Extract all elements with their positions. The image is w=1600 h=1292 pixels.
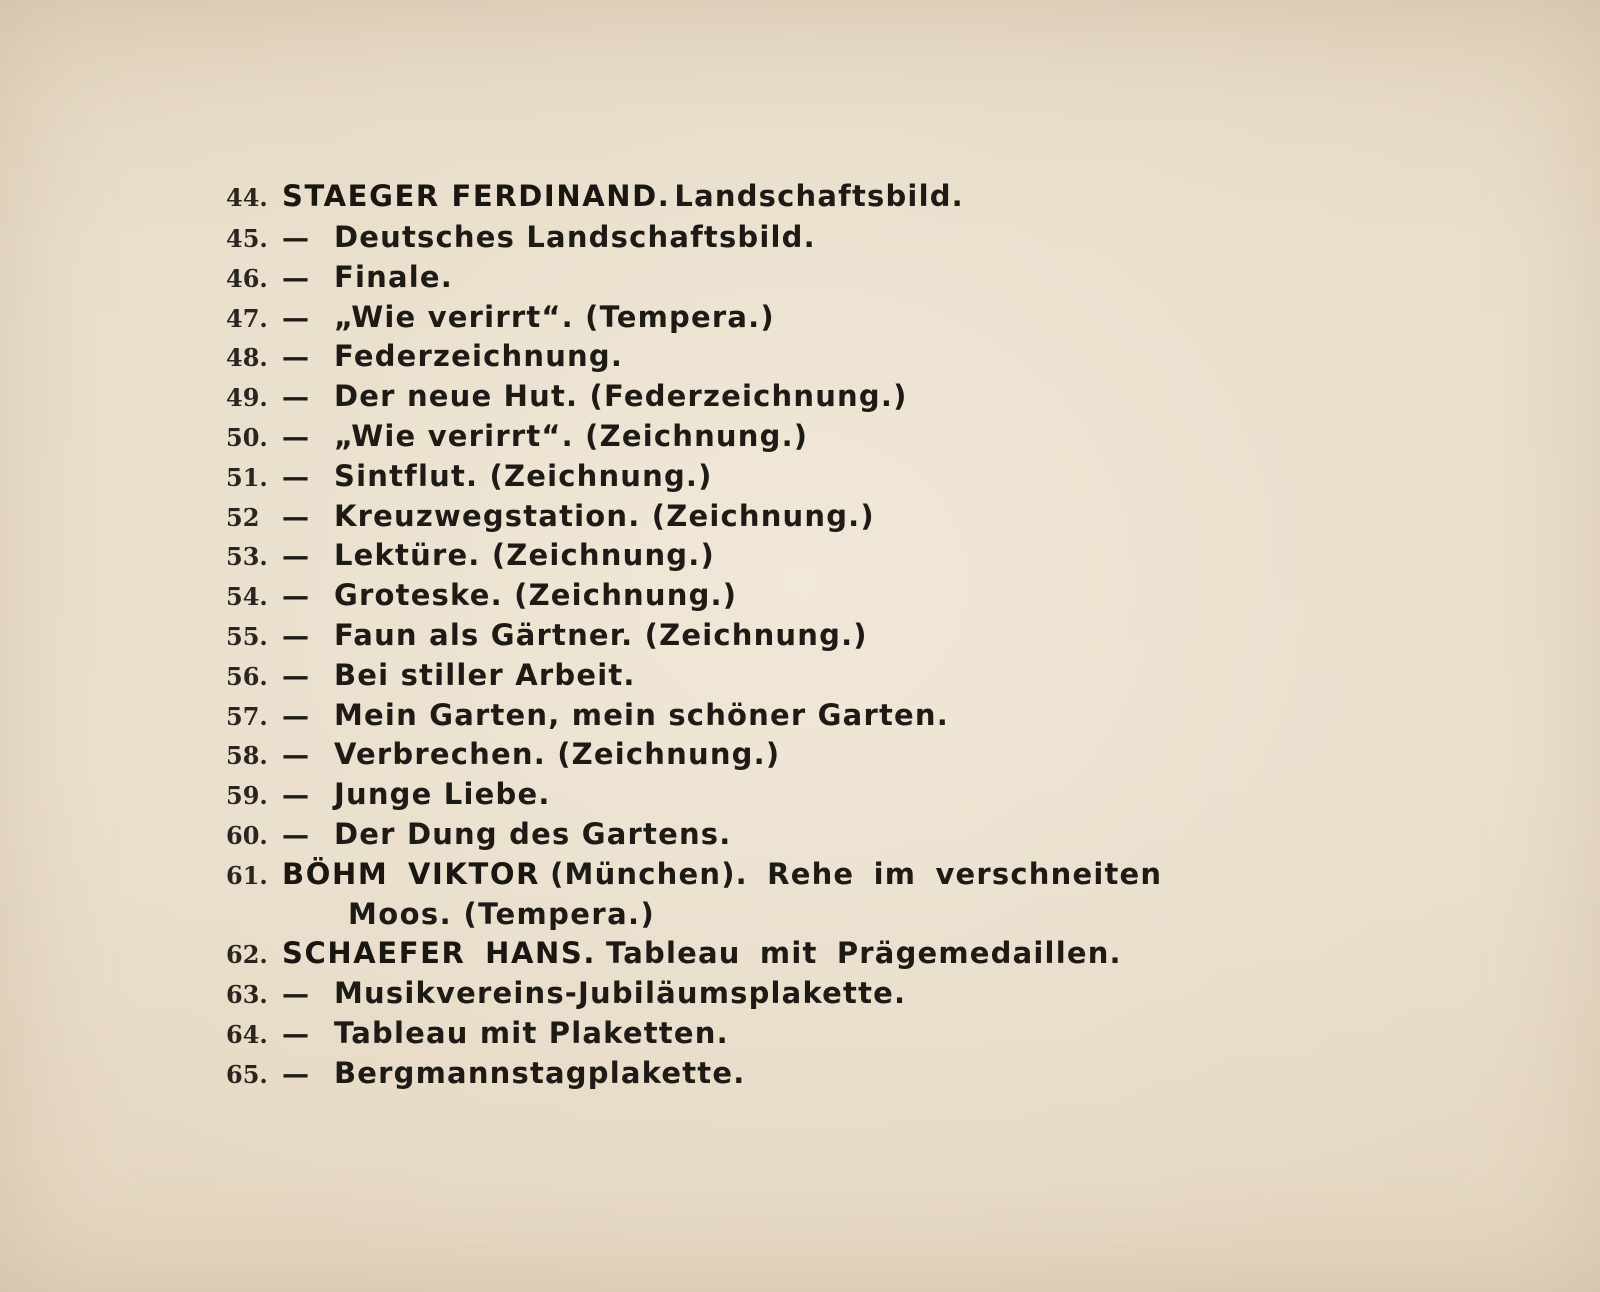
ditto-dash: — xyxy=(282,620,309,652)
catalog-entry-56 xyxy=(226,656,1386,696)
catalog-entry-51 xyxy=(226,457,1386,497)
catalog-entry-65 xyxy=(226,1054,1386,1094)
ditto-dash: — xyxy=(282,342,309,374)
entry-title: Deutsches Landschaftsbild. xyxy=(334,220,816,254)
entry-title: Tableau mit Plaketten. xyxy=(334,1015,729,1050)
entry-number: 57. xyxy=(226,701,268,731)
ditto-dash: — xyxy=(282,1058,309,1090)
entry-title: Mein Garten, mein schöner Garten. xyxy=(334,697,949,732)
entry-title: „Wie verirrt“. (Tempera.) xyxy=(334,299,775,334)
entry-title: Der Dung des Gartens. xyxy=(334,816,732,851)
entry-title: Verbrechen. (Zeichnung.) xyxy=(334,737,781,772)
ditto-dash: — xyxy=(282,740,309,772)
ditto-dash: — xyxy=(282,262,309,294)
entry-title: Musikvereins-Jubiläumsplakette. xyxy=(334,976,907,1011)
entry-number: 58. xyxy=(226,741,268,771)
entry-title: Bergmannstagplakette. xyxy=(334,1055,746,1090)
entry-title: (München). Rehe im verschneiten xyxy=(550,856,1163,891)
catalog-entry-45 xyxy=(226,218,1386,258)
entry-title: Faun als Gärtner. (Zeichnung.) xyxy=(334,617,868,652)
ditto-dash: — xyxy=(282,223,309,254)
entry-title: Finale. xyxy=(334,259,453,294)
catalog-list xyxy=(226,174,1386,1094)
entry-number: 44. xyxy=(226,183,268,212)
entry-number: 65. xyxy=(226,1059,268,1089)
catalog-entry-63 xyxy=(226,974,1386,1014)
ditto-dash: — xyxy=(282,979,309,1011)
entry-number: 46. xyxy=(226,263,268,293)
ditto-dash: — xyxy=(282,819,309,851)
entry-title-continuation: Moos. (Tempera.) xyxy=(348,896,656,931)
catalog-entry-61 xyxy=(226,855,1386,895)
artist-name: BÖHM VIKTOR xyxy=(282,856,541,891)
catalog-entry-59 xyxy=(226,775,1386,815)
catalog-entry-58 xyxy=(226,735,1386,775)
catalog-entry-48 xyxy=(226,337,1386,377)
entry-title: Lektüre. (Zeichnung.) xyxy=(334,538,715,573)
entry-title: Sintflut. (Zeichnung.) xyxy=(334,458,713,493)
entry-number: 52 xyxy=(226,502,260,532)
ditto-dash: — xyxy=(282,501,309,533)
entry-number: 55. xyxy=(226,621,268,651)
entry-number: 54. xyxy=(226,582,268,612)
catalog-entry-44 xyxy=(226,174,1386,218)
catalog-entry-57 xyxy=(226,696,1386,736)
entry-title: Groteske. (Zeichnung.) xyxy=(334,578,738,613)
catalog-entry-54 xyxy=(226,576,1386,616)
entry-title: Federzeichnung. xyxy=(334,339,624,374)
catalog-entry-62 xyxy=(226,934,1386,974)
entry-title: Tableau mit Prägemedaillen. xyxy=(606,936,1122,971)
entry-title: Der neue Hut. (Federzeichnung.) xyxy=(334,379,908,414)
entry-number: 62. xyxy=(226,940,268,970)
entry-number: 56. xyxy=(226,661,268,691)
entry-number: 48. xyxy=(226,343,268,373)
ditto-dash: — xyxy=(282,421,309,453)
entry-number: 63. xyxy=(226,980,268,1010)
artist-name: SCHAEFER HANS. xyxy=(282,936,597,971)
entry-number: 47. xyxy=(226,303,268,333)
ditto-dash: — xyxy=(282,382,309,414)
ditto-dash: — xyxy=(282,581,309,613)
entry-number: 61. xyxy=(226,860,268,890)
entry-number: 53. xyxy=(226,542,268,572)
catalog-entry-61-continuation xyxy=(226,895,1386,935)
ditto-dash: — xyxy=(282,541,309,573)
artist-name: STAEGER FERDINAND. xyxy=(282,179,671,213)
catalog-entry-53 xyxy=(226,536,1386,576)
ditto-dash: — xyxy=(282,1018,309,1050)
catalog-entry-49 xyxy=(226,377,1386,417)
entry-number: 59. xyxy=(226,781,268,811)
catalog-entry-46 xyxy=(226,258,1386,298)
entry-number: 45. xyxy=(226,224,268,253)
ditto-dash: — xyxy=(282,780,309,812)
ditto-dash: — xyxy=(282,302,309,334)
ditto-dash: — xyxy=(282,700,309,732)
catalog-entry-64 xyxy=(226,1014,1386,1054)
entry-title: „Wie verirrt“. (Zeichnung.) xyxy=(334,418,809,453)
catalog-entry-47 xyxy=(226,298,1386,338)
catalog-entry-60 xyxy=(226,815,1386,855)
ditto-dash: — xyxy=(282,660,309,692)
entry-number: 60. xyxy=(226,820,268,850)
entry-title: Landschaftsbild. xyxy=(674,179,964,213)
entry-title: Bei stiller Arbeit. xyxy=(334,657,636,692)
entry-number: 64. xyxy=(226,1019,268,1049)
entry-title: Junge Liebe. xyxy=(334,777,551,812)
entry-number: 50. xyxy=(226,422,268,452)
entry-number: 51. xyxy=(226,462,268,492)
catalog-entry-55 xyxy=(226,616,1386,656)
catalog-entry-52 xyxy=(226,497,1386,537)
entry-title: Kreuzwegstation. (Zeichnung.) xyxy=(334,498,875,533)
ditto-dash: — xyxy=(282,461,309,493)
catalog-entry-50 xyxy=(226,417,1386,457)
entry-number: 49. xyxy=(226,383,268,413)
